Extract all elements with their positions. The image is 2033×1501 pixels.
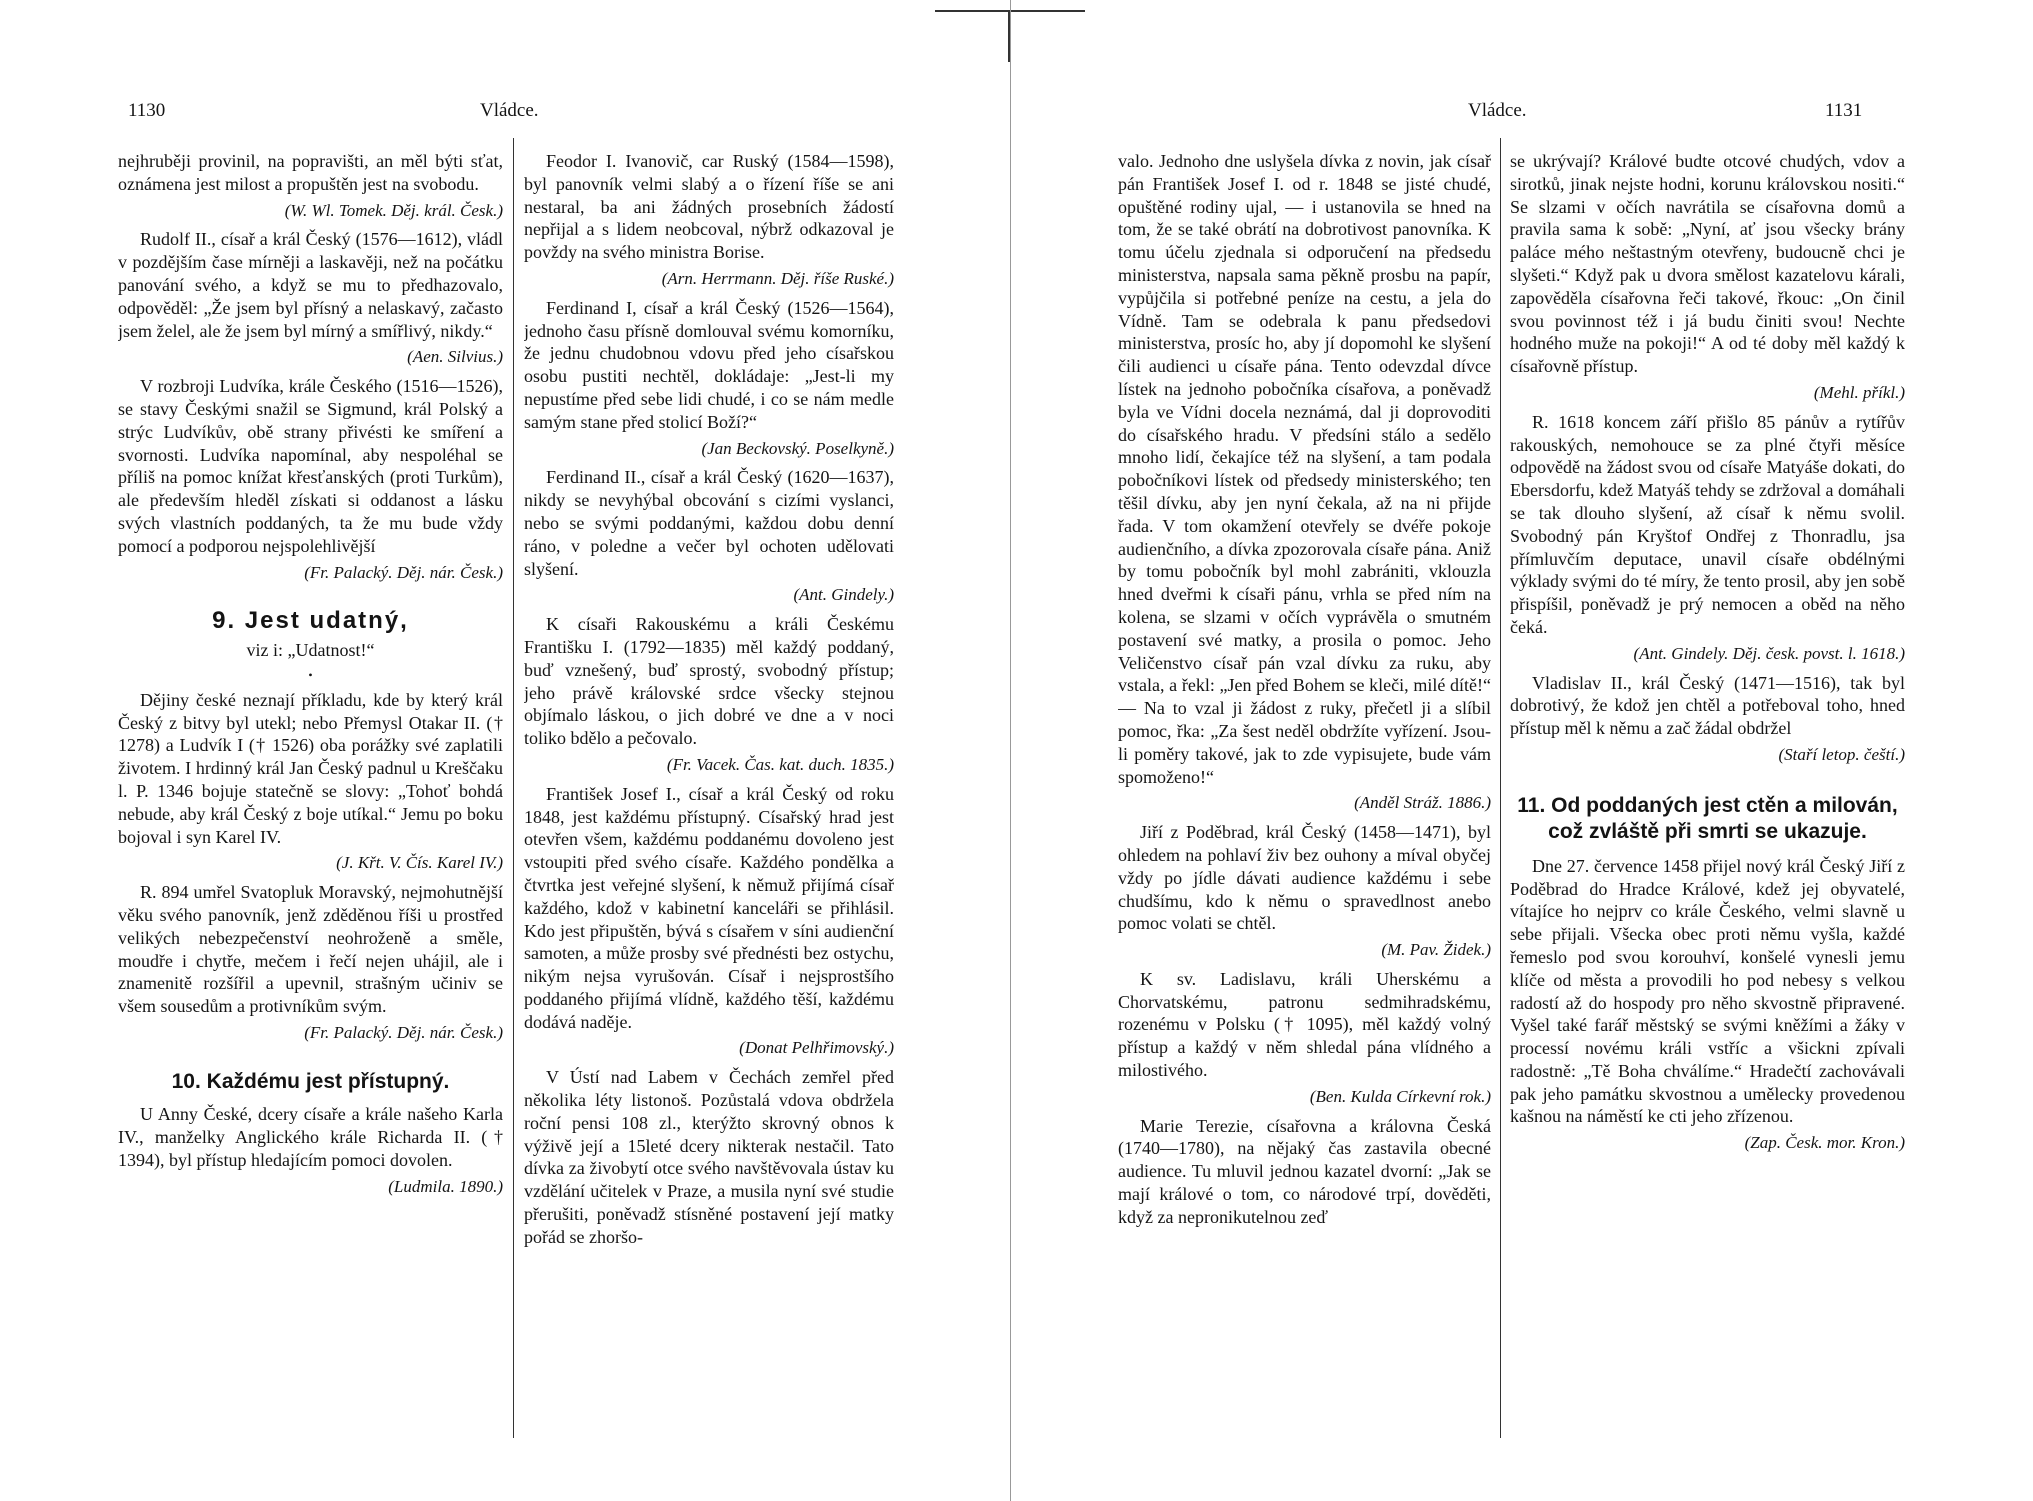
paragraph: V Ústí nad Labem v Čechách zemřel před několika léty listonoš. Pozůstalá vdova obdržela roční pensi 108 zl., kterýžto skrovný obnos k výživě její a 15leté dcery nikterak nestačil. Tato dívka za živobytí otce svého navštěvovala ústav ku vzdělání učitelek v Praze, a musila nyní své studie přerušiti, poněvadž stísněné postavení její matky pořád se zhoršo- (524, 1067, 894, 1247)
gutter-line (1010, 0, 1011, 1501)
paragraph: valo. Jednoho dne uslyšela dívka z novin, jak císař pán František Josef I. od r. 1848 se jisté chudé, opuštěné rodiny ujal, — i ustanovila se hned na tom, že se také obrátí na dobrotivost panovníka. K tomu účelu zjednala si odporučení na předsedu ministerstva, napsala sama pěkně prosbu na papír, vypůjčila si potřebné peníze na cestu, a jela do Vídně. Tam se odebrala k panu předsedovi ministerstva, prosíc ho, aby jí dopomohl ke slyšení čili audienci u císaře pána. Tento odevzdal dívce lístek na jednoho pobočníka císařova, a poněvadž byla ve Vídni docela neznámá, dal ji doprovoditi do císařského hradu. V předsíni stálo a sedělo mnoho lidí, čekajíce též na slyšení, a tam podala pobočníkovi lístek od předsedy ministerského; ten těšil dívku, aby jen nyní čekala, až na ni přijde řada. V tom okamžení otevřely se dvéře pokoje audienčního, a dívka zpozorovala císaře pána. Aniž by tomu pobočník byl mohl zabrániti, vklouzla hned dveřmi k císaři pánu, vrhla se před ním na kolena, se slzami v očích vyprávěla o smutném postavení své matky, a prosila o pomoc. Jeho Veličenstvo císař pán vzal dívku za ruku, aby vstala, a řekl: „Jen před Bohem se kleči, milé dítě!“ — Na to vzal ji žádost z ruky, přečetl ji a slíbil pomoc, řka: „Za šest neděl obdržíte vyřízení. Jsou-li poměry takové, jak to zde vypisujete, bude vám spomoženo!“ (1118, 151, 1491, 787)
source-citation: (Arn. Herrmann. Děj. říše Ruské.) (661, 268, 894, 288)
section-heading-10: 10. Každému jest přístupný. (171, 1069, 450, 1093)
paragraph: Marie Terezie, císařovna a královna Česká (1740—1780), na nějaký čas zastavila obecné audience. Tu mluvil jednou kazatel dvorní: „Jak se mají králové o tom, co národové trpí, dověděti, když za nepronikutelnou zeď (1118, 1115, 1491, 1227)
source-citation: (Aen. Silvius.) (407, 347, 503, 367)
source-citation: (Jan Beckovský. Poselkyně.) (701, 438, 894, 458)
source-citation: (Anděl Stráž. 1886.) (1354, 793, 1491, 813)
right-running-head: Vládce. (1468, 100, 1527, 121)
source-citation: (Zap. Česk. mor. Kron.) (1744, 1133, 1905, 1153)
source-citation: (M. Pav. Židek.) (1381, 940, 1491, 960)
right-page-column-2 (1510, 150, 1905, 1450)
paragraph: se ukrývají? Králové budte otcové chudých, vdov a sirotků, jinak nejste hodni, korunu královskou nositi.“ Se slzami v očích navrátila se císařovna domů a pravila sama k sobě: „Nyní, ať jsou všecky brány paláce mého neštastným otevřeny, budoucně chci je slyšeti.“ Když pak u dvora smělost kazatelovu kárali, zapověděla císařovna řeči takové, řkouc: „On činil svou povinnost též i já budu činiti svou! Nechte hodného muže na pokoji!“ A od té doby měl každý k císařovně přístup. (1510, 151, 1905, 377)
paragraph: Ferdinand I, císař a král Český (1526—1564), jednoho času přísně domlouval svému komorníku, že jednu chudobnou vdovu před jeho císařskou osobu pustiti nechtěl, dokládaje: „Jest-li my nepustíme před sebe lidi chudé, i co se nám medle samým stane před stolicí Boží?“ (524, 297, 894, 432)
source-citation: (W. Wl. Tomek. Děj. král. Česk.) (284, 200, 503, 220)
right-page-column-1 (1118, 150, 1491, 1450)
cross-reference: viz i: „Udatnost!“ (246, 640, 375, 661)
paragraph: R. 1618 koncem září přišlo 85 pánův a rytířův rakouských, nemohouce se za plné čtyři měsíce odpovědě na žádost svou od císaře Matyáše dokati, do Ebersdorfu, kdež Matyáš tehdy se zdržoval a domáhali se tak dlouho slyšení, až císař k němu svolil. Svobodný pán Kryštof Ondřej z Thonradlu, jsa přímluvčím deputace, unavil císaře obdélnými výklady svými do té míry, že tento prosil, aby jen sobě přispíšil, poněvadž je prý nemocen a oběd na něho čeká. (1510, 411, 1905, 637)
paragraph: Dne 27. července 1458 přijel nový král Český Jiří z Poděbrad do Hradce Králové, kdež jej obyvatelé, vítajíce ho nejprv co krále Českého, velmi slavně u sebe přijali. Všecka obec proti němu vyšla, každé řemeslo pod svou korouhví, konšelé vynesli jemu klíče od města a provodili ho pod nebesy s velkou radostí až do hospody pro něho skvostně připravené. Vyšel také farář městský se svými kněžími a žáky v processí novému králi vstříc a všickni zpívali radostně: „Tě Boha chválíme.“ Hradečtí zachovávali pak jeho památku skvostnou a umělecky provedenou kašnou na náměstí ke cti jeho zřízenou. (1510, 855, 1905, 1127)
paragraph: Dějiny české neznají příkladu, kde by který král Český z bitvy byl utekl; nebo Přemysl Otakar II. († 1278) a Ludvík I († 1526) oba porážky své zaplatili životem. I hrdinný král Jan Český padnul u Kreščaku l. P. 1346 bojuje statečně se slovy: „Tohoť bohdá nebude, aby král Český z boje utíkal.“ Jemu po boku bojoval i syn Karel IV. (118, 689, 503, 847)
source-citation: (Fr. Palacký. Děj. nár. Česk.) (304, 562, 503, 582)
paragraph: Feodor I. Ivanovič, car Ruský (1584—1598), byl panovník velmi slabý a o řízení říše se ani nestaral, ba ani žádných prosebních žádostí nepřijal a s lidem neobcoval, nýbrž odkazoval je povždy na svého ministra Borise. (524, 151, 894, 263)
paragraph: Rudolf II., císař a král Český (1576—1612), vládl v pozdějším čase mírněji a laskavěji, než na počátku panování svého, a když se mu to předhazovalo, odpověděl: „Že jsem byl přísný a nelaskavý, začasto jsem želel, ale že jsem byl mírný a smířlivý, nikdy.“ (118, 229, 503, 341)
source-citation: (Staří letop. čeští.) (1778, 744, 1905, 764)
right-column-rule (1500, 138, 1501, 1438)
paragraph: K sv. Ladislavu, králi Uherskému a Chorvatskému, patronu sedmihradskému, rozenému v Polsku († 1095), měl každý volný přístup a každý v něm shledal pána vlídného a milostivého. (1118, 968, 1491, 1081)
paragraph: Vladislav II., král Český (1471—1516), tak byl dobrotivý, že kdož jen chtěl a potřeboval toho, hned přístup měl k němu a zač žádal obdržel (1510, 672, 1905, 739)
source-citation: (Donat Pelhřimovský.) (739, 1038, 894, 1058)
source-citation: (Ben. Kulda Církevní rok.) (1309, 1086, 1491, 1106)
source-citation: (Mehl. příkl.) (1813, 382, 1905, 402)
paragraph: nejhruběji provinil, na popravišti, an měl býti sťat, oznámena jest milost a propuštěn jest na svobodu. (118, 151, 503, 194)
left-page-column-1 (118, 150, 503, 1450)
left-column-rule (513, 138, 514, 1438)
left-page-column-2 (524, 150, 894, 1450)
ornament: • (308, 667, 313, 682)
source-citation: (Ant. Gindely. Děj. česk. povst. l. 1618.) (1633, 643, 1905, 663)
paragraph: K císaři Rakouskému a králi Českému Františku I. (1792—1835) měl každý poddaný, buď vznešený, buď sprostý, svobodný přístup; jeho právě královské srdce všecky stejnou objímalo láskou, o jich dobré ve dne a v noci toliko bdělo a pečovalo. (524, 614, 894, 749)
source-citation: (J. Křt. V. Čís. Karel IV.) (336, 853, 503, 873)
paragraph: U Anny České, dcery císaře a krále našeho Karla IV., manželky Anglického krále Richarda II. († 1394), byl přístup hledajícím pomoci dovolen. (118, 1104, 503, 1171)
paragraph: František Josef I., císař a král Český od roku 1848, jest každému přístupný. Císařský hrad jest otevřen všem, každému poddanému dovoleno jest vstoupiti před svého císaře. Každého pondělka a čtvrtka jest veřejné slyšení, k němuž přijímá císař každého, kdož v kabinetní kanceláři se přihlásil. Kdo jest připuštěn, bývá s císařem v síni audienční samoten, a může prosby své přednésti bez ostychu, nikým nejsa vyrušován. Císař i nejsprostšího poddaného přijímá vlídně, každého těší, každému dodává naděje. (524, 783, 894, 1032)
source-citation: (Fr. Palacký. Děj. nár. Česk.) (304, 1022, 503, 1042)
right-page-number: 1131 (1825, 100, 1863, 121)
paragraph: Ferdinand II., císař a král Český (1620—1637), nikdy se nevyhýbal obcování s cizími vyslanci, nebo se svými poddanými, každou dobu denní ráno, v poledne a večer byl ochoten udělovati slyšení. (524, 467, 894, 579)
left-page-number: 1130 (128, 100, 166, 121)
section-heading-11: 11. Od poddaných jest ctěn a milován, což zvláště při smrti se ukazuje. (1517, 793, 1898, 843)
section-heading-9: 9. Jest udatný, (212, 607, 409, 635)
source-citation: (Ludmila. 1890.) (388, 1176, 503, 1196)
source-citation: (Fr. Vacek. Čas. kat. duch. 1835.) (666, 754, 894, 774)
paragraph: Jiří z Poděbrad, král Český (1458—1471), byl ohledem na pohlaví živ bez ouhony a míval obyčej vždy po jídle dávati audience každému i sebe chudšímu, kdo k němu o spravedlnost anebo pomoc volati se chtěl. (1118, 822, 1491, 934)
left-running-head: Vládce. (480, 100, 539, 121)
source-citation: (Ant. Gindely.) (793, 585, 894, 605)
paragraph: R. 894 umřel Svatopluk Moravský, nejmohutnější věku svého panovník, jenž zděděnou říši u prostřed velikých nebezpečenství neohroženě a směle, moudře i chytře, mečem i řečí nejen uhájil, ale i znamenitě rozšířil a upevnil, strašným učiniv se všem sousedům a protivníkům svým. (118, 882, 503, 1017)
paragraph: V rozbroji Ludvíka, krále Českého (1516—1526), se stavy Českými snažil se Sigmund, král Polský a strýc Ludvíkův, obě strany přivésti ke smíření a svornosti. Ludvíka napomínal, aby nespoléhal se příliš na pomoc knížat křesťanských (proti Turkům), ale především hleděl získati si oddanost a lásku svých vlastních poddaných, ta že mu bude vždy pomocí a podporou nejspolehlivější (118, 376, 503, 556)
